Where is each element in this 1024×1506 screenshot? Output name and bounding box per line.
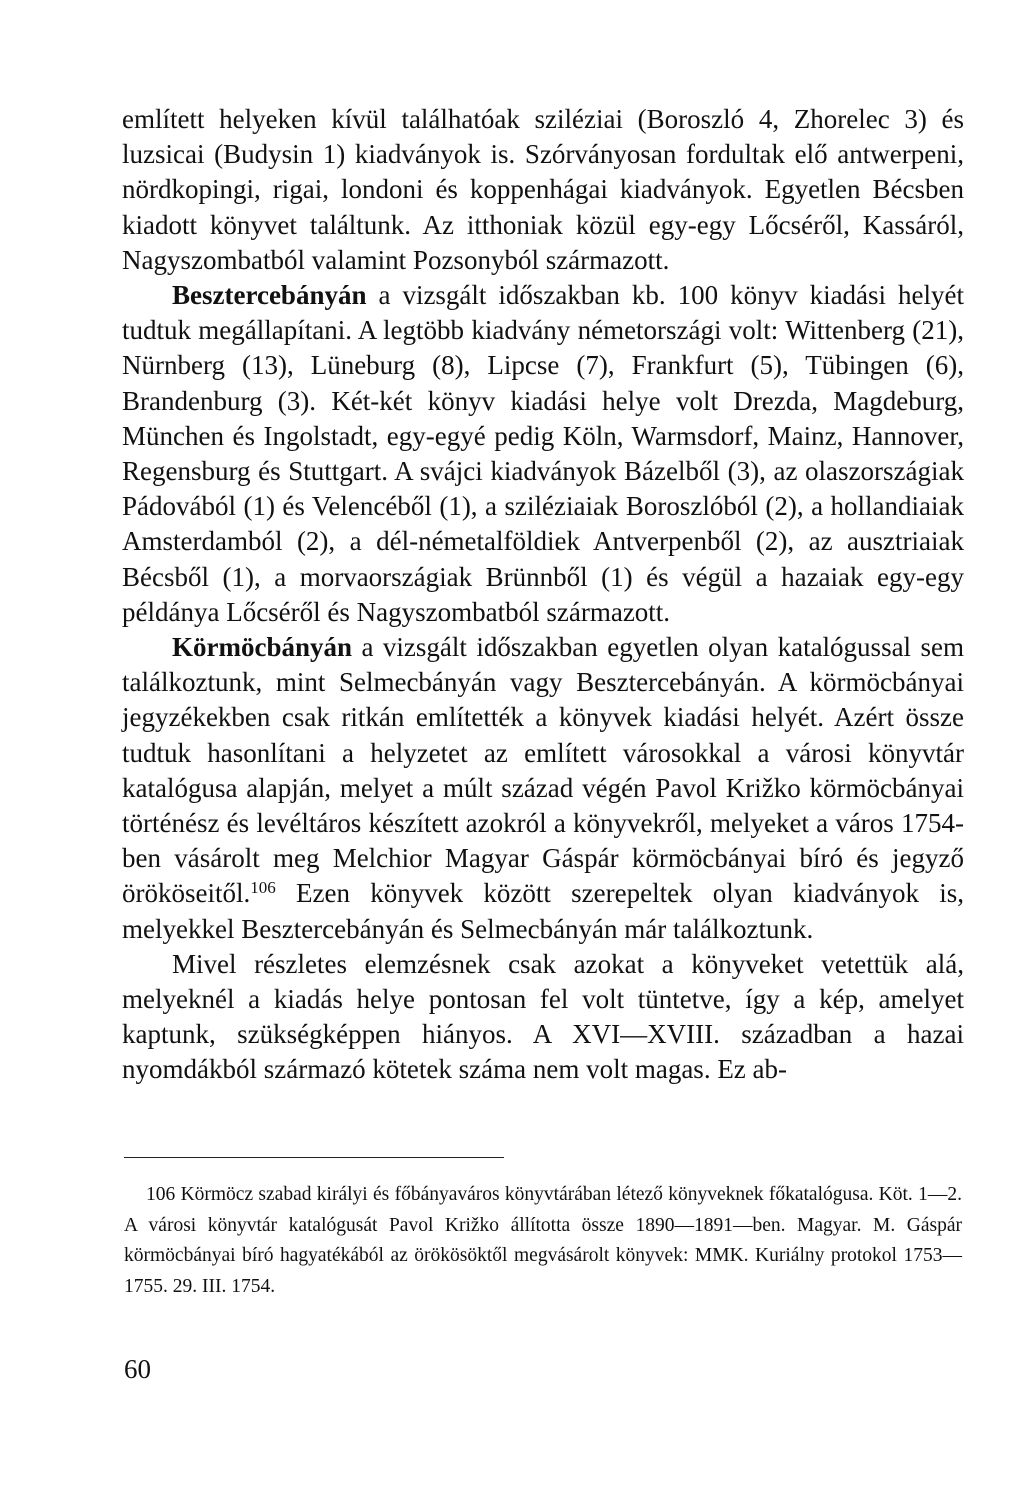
paragraph-4: Mivel részletes elemzésnek csak azokat a könyveket vetettük alá, melyeknél a kiadás helye pontosan fel volt tüntetve, így a kép, amelyet kaptunk, szükségképpen hiányos. A XVI—XVIII. században a hazai nyomdákból származó kötetek száma nem volt magas. Ez ab- [122, 948, 964, 1085]
paragraph-2 [122, 278, 964, 630]
paragraph-2-text: a vizsgált időszakban kb. 100 könyv kiadási helyét tudtuk megállapítani. A legtöbb kiadvány németországi volt: Wittenberg (21), Nürnberg (13), Lüneburg (8), Lipcse (7), Frankfurt (5), Tübingen (6), Brandenburg (3). Két-két könyv kiadási helye volt Drezda, Magdeburg, München és Ingolstadt, egy-egyé pedig Köln, Warmsdorf, Mainz, Hannover, Regensburg és Stuttgart. A svájci kiadványok Bázelből (3), az olaszországiak Pádovából (1) és Velencéből (1), a sziléziaiak Boroszlóból (2), a hollandiaiak Amsterdamból (2), a dél-németalföldiek Antverpenből (2), az ausztriaiak Bécsből (1), a morvaországiak Brünnből (1) és végül a hazaiak egy-egy példánya Lőcséről és Nagyszombatból származott. [122, 280, 964, 627]
page-number: 60 [124, 1354, 151, 1384]
paragraph-3-text: a vizsgált időszakban egyetlen olyan katalógussal sem találkoztunk, mint Selmecbányán vagy Besztercebányán. A körmöcbányai jegyzékekben csak ritkán említették a könyvek kiadási helyét. Azért össze tudtuk hasonlítani a helyzetet az említett városokkal a városi könyvtár katalógusa alapján, melyet a múlt század végén Pavol Križko körmöcbányai történész és levéltáros készített azokról a könyvekről, melyeket a város 1754-ben vásárolt meg Melchior Magyar Gáspár körmöcbányai bíró és jegyző örököseitől. [122, 632, 964, 909]
footnote-106: 106 Körmöcz szabad királyi és főbányaváros könyvtárában létező könyveknek főkatalógusa. Köt. 1—2. A városi könyvtár katalógusát Pavol Križko állította össze 1890—1891—ben. Magyar. M. Gáspár körmöcbányai bíró hagyatékából az örökösöktől megvásárolt könyvek: MMK. Kuriálny protokol 1753—1755. 29. III. 1754. [124, 1184, 962, 1297]
footnote-divider [124, 1157, 504, 1158]
paragraph-1: említett helyeken kívül találhatóak sziléziai (Boroszló 4, Zhorelec 3) és luzsicai (Budysin 1) kiadványok is. Szórványosan fordultak elő antwerpeni, nördkopingi, rigai, londoni és koppenhágai kiadványok. Egyetlen Bécsben kiadott könyvet találtunk. Az itthoniak közül egy-egy Lőcséről, Kassáról, Nagyszombatból valamint Pozsonyból származott. [122, 104, 964, 275]
body-text [122, 102, 964, 1088]
footnote-reference[interactable]: 106 [250, 878, 276, 898]
paragraph-3 [122, 630, 964, 947]
place-heading-besztercebanya: Besztercebányán [172, 280, 367, 311]
place-heading-kormocbanya: Körmöcbányán [172, 632, 353, 663]
paragraph-3-tail: Ezen könyvek között szerepeltek olyan kiadványok is, melyekkel Besztercebányán és Selmecbányán már találkoztunk. [122, 878, 964, 944]
